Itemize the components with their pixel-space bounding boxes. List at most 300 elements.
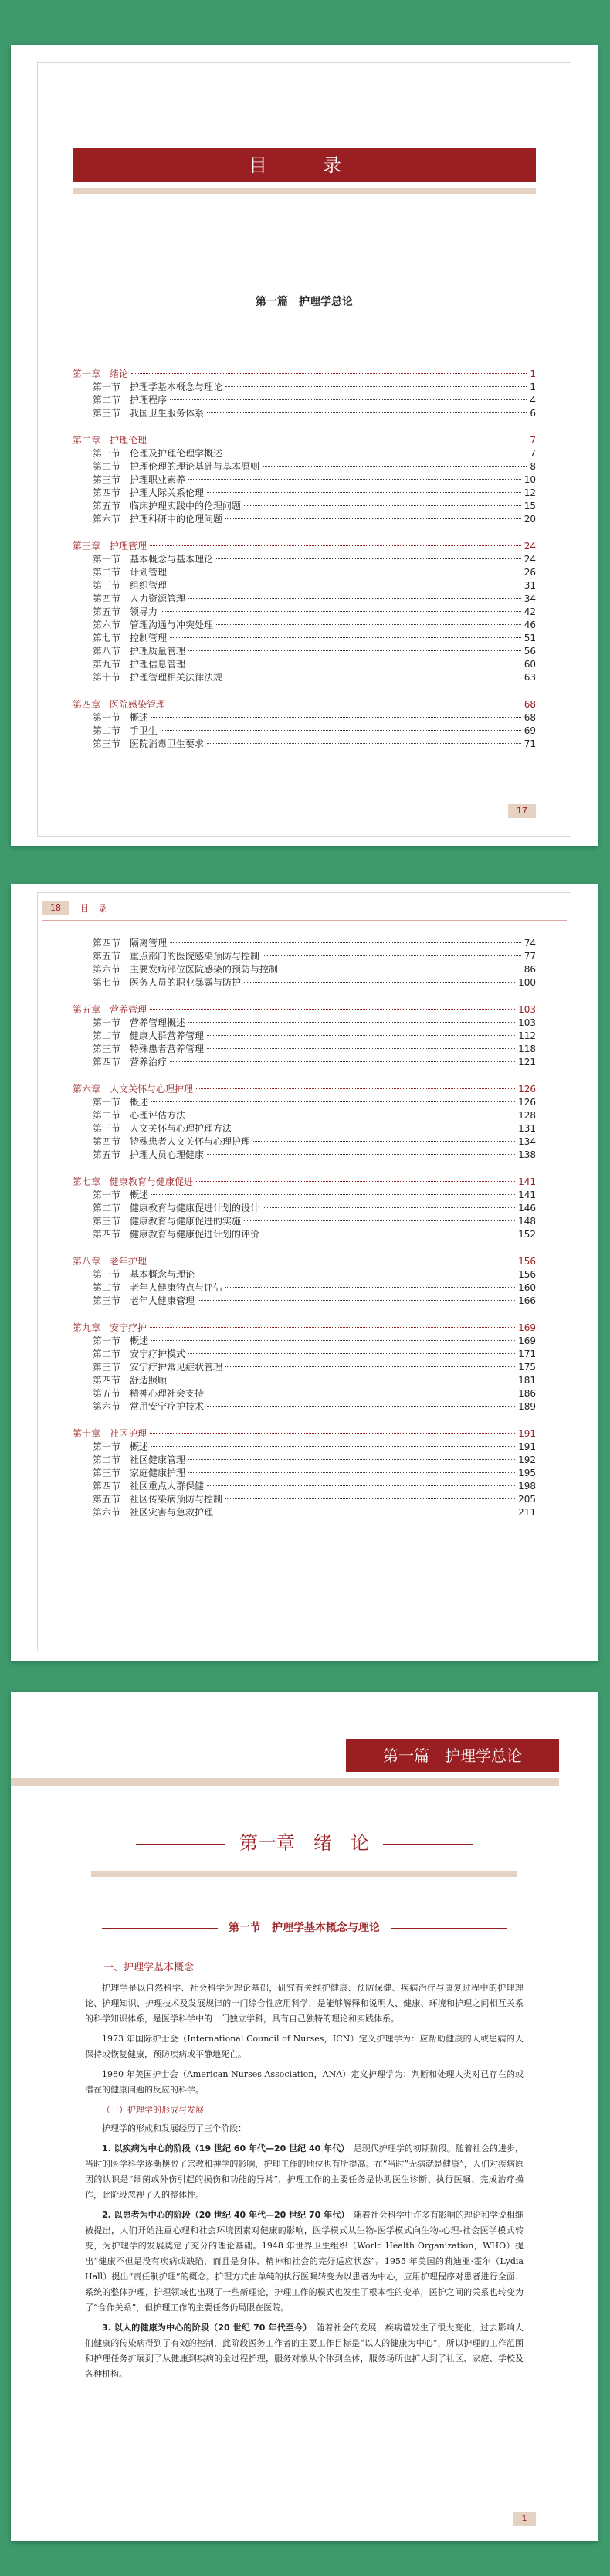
toc-number: 第四节 bbox=[93, 938, 121, 949]
leader-dots bbox=[263, 466, 527, 467]
toc-page: 68 bbox=[524, 699, 536, 710]
toc-section-row[interactable] bbox=[73, 473, 536, 487]
toc-chapter-row[interactable] bbox=[73, 540, 536, 553]
toc-title: 营养管理概述 bbox=[130, 1017, 186, 1028]
toc-page: 186 bbox=[518, 1388, 536, 1399]
toc-page: 191 bbox=[518, 1441, 536, 1452]
toc-title: 精神心理社会支持 bbox=[130, 1388, 205, 1399]
toc-section-row[interactable] bbox=[73, 658, 536, 671]
toc-title: 人文关怀与心理护理 bbox=[110, 1084, 194, 1095]
toc-section-row[interactable] bbox=[73, 1335, 536, 1348]
toc-title: 老年人健康管理 bbox=[130, 1295, 195, 1306]
toc-number: 第二节 bbox=[93, 567, 121, 578]
toc-chapter-group bbox=[73, 937, 536, 989]
toc-section-row[interactable] bbox=[73, 1361, 536, 1374]
paragraph bbox=[85, 2208, 524, 2316]
toc-title: 护理伦理的理论基础与基本原则 bbox=[130, 461, 260, 472]
toc-section-row[interactable] bbox=[73, 671, 536, 684]
stage-heading: 2. 以患者为中心的阶段（20 世纪 40 年代—20 世纪 70 年代） bbox=[102, 2210, 345, 2220]
toc-section-row[interactable] bbox=[73, 1135, 536, 1149]
toc-section-row[interactable] bbox=[73, 725, 536, 738]
toc-section-row[interactable] bbox=[73, 447, 536, 460]
toc-number: 第三章 bbox=[73, 541, 101, 552]
toc-section-row[interactable] bbox=[73, 606, 536, 619]
leader-dots bbox=[188, 479, 521, 480]
toc-page: 6 bbox=[530, 408, 536, 419]
toc-title: 人力资源管理 bbox=[130, 593, 186, 604]
toc-section-row[interactable] bbox=[73, 460, 536, 473]
toc-title: 人文关怀与心理护理方法 bbox=[130, 1123, 232, 1134]
toc-number: 第二章 bbox=[73, 435, 101, 446]
toc-chapter-group bbox=[73, 1255, 536, 1308]
toc-section-row[interactable] bbox=[73, 1268, 536, 1281]
leader-dots bbox=[151, 1446, 515, 1447]
toc-section-row[interactable] bbox=[73, 1374, 536, 1387]
toc-section-row[interactable] bbox=[73, 1202, 536, 1215]
title-rule-left bbox=[136, 1844, 225, 1845]
toc-chapter-group bbox=[73, 434, 536, 526]
toc-number: 第四节 bbox=[93, 1229, 121, 1240]
toc-title: 护理质量管理 bbox=[130, 646, 186, 657]
toc-section-row[interactable] bbox=[73, 1149, 536, 1162]
toc-chapter-row[interactable] bbox=[73, 1176, 536, 1189]
toc-title: 概述 bbox=[130, 1336, 149, 1346]
toc-section-row[interactable] bbox=[73, 1228, 536, 1241]
toc-title: 舒适照顾 bbox=[130, 1375, 168, 1386]
toc-chapter-row[interactable] bbox=[73, 1427, 536, 1441]
toc-section-row[interactable] bbox=[73, 381, 536, 394]
leader-dots bbox=[150, 1433, 515, 1434]
toc-page: 56 bbox=[524, 646, 536, 657]
leader-dots bbox=[150, 1009, 515, 1010]
toc-page: 169 bbox=[518, 1336, 536, 1346]
leader-dots bbox=[225, 1287, 515, 1288]
toc-heading: 目 录 bbox=[73, 148, 536, 182]
toc-title: 特殊患者人文关怀与心理护理 bbox=[130, 1136, 251, 1147]
leader-dots bbox=[188, 650, 521, 651]
section-rule-right bbox=[391, 1928, 507, 1929]
toc-page: 118 bbox=[518, 1044, 536, 1054]
toc-chapter-row[interactable] bbox=[73, 1003, 536, 1016]
toc-section-row[interactable] bbox=[73, 1454, 536, 1467]
toc-number: 第二节 bbox=[93, 1110, 121, 1121]
toc-title: 领导力 bbox=[130, 606, 158, 617]
toc-page: 103 bbox=[518, 1004, 536, 1015]
page-number: 1 bbox=[513, 2512, 536, 2526]
toc-page: 192 bbox=[518, 1454, 536, 1465]
leader-dots bbox=[253, 1141, 515, 1142]
part-underbar bbox=[11, 1778, 559, 1786]
toc-section-row[interactable] bbox=[73, 500, 536, 513]
toc-chapter-group bbox=[73, 698, 536, 751]
toc-section-row[interactable] bbox=[73, 1109, 536, 1122]
toc-number: 第二节 bbox=[93, 395, 121, 406]
toc-title: 健康教育与健康促进计划的设计 bbox=[130, 1203, 260, 1213]
toc-section-row[interactable] bbox=[73, 632, 536, 645]
toc-section-row[interactable] bbox=[73, 950, 536, 963]
toc-number: 第五节 bbox=[93, 501, 121, 511]
toc-page: 175 bbox=[518, 1362, 536, 1373]
toc-section-row[interactable] bbox=[73, 963, 536, 976]
toc-title: 护理伦理 bbox=[110, 435, 147, 446]
toc-section-row[interactable] bbox=[73, 1441, 536, 1454]
leader-dots bbox=[244, 1220, 515, 1221]
toc-section-row[interactable] bbox=[73, 592, 536, 606]
leader-dots bbox=[225, 1498, 515, 1499]
toc-number: 第四节 bbox=[93, 1136, 121, 1147]
toc-number: 第三节 bbox=[93, 408, 121, 419]
toc-section-row[interactable] bbox=[73, 619, 536, 632]
toc-title: 护理人员心理健康 bbox=[130, 1149, 205, 1160]
chapter-title-text: 第一章 绪 论 bbox=[239, 1832, 369, 1854]
toc-section-row[interactable] bbox=[73, 1493, 536, 1506]
subheading: 一、护理学基本概念 bbox=[103, 1962, 195, 1974]
toc-chapter-group bbox=[73, 1322, 536, 1414]
toc-page: 68 bbox=[524, 712, 536, 723]
toc-title: 安宁疗护模式 bbox=[130, 1349, 186, 1359]
toc-title: 概述 bbox=[130, 1190, 149, 1200]
toc-title: 重点部门的医院感染预防与控制 bbox=[130, 951, 260, 962]
toc-page: 131 bbox=[518, 1123, 536, 1134]
toc-title: 基本概念与基本理论 bbox=[130, 554, 214, 565]
toc-number: 第一节 bbox=[93, 382, 121, 392]
toc-section-row[interactable] bbox=[73, 1348, 536, 1361]
toc-section-row[interactable] bbox=[73, 1295, 536, 1308]
toc-section-row[interactable] bbox=[73, 1122, 536, 1135]
toc-number: 第二节 bbox=[93, 1282, 121, 1293]
toc-title: 控制管理 bbox=[130, 633, 168, 643]
toc-number: 第六节 bbox=[93, 1401, 121, 1412]
toc-title: 主要发病部位医院感染的预防与控制 bbox=[130, 964, 279, 975]
toc-number: 第七章 bbox=[73, 1176, 101, 1187]
chapter-title bbox=[11, 1828, 598, 1855]
toc-number: 第五节 bbox=[93, 1494, 121, 1505]
leader-dots bbox=[188, 1353, 515, 1354]
toc-page-2 bbox=[11, 884, 598, 1661]
toc-section-row[interactable] bbox=[73, 487, 536, 500]
leader-dots bbox=[151, 1194, 515, 1195]
toc-title: 我国卫生服务体系 bbox=[130, 408, 205, 419]
paragraph: 护理学的形成和发展经历了三个阶段： bbox=[102, 2123, 246, 2133]
toc-section-row[interactable] bbox=[73, 407, 536, 420]
stage-text: 是现代护理学的初期阶段。随着社会的进步，当时的医学科学逐渐摆脱了宗教和神学的影响，护理工作的地位也有所提高。在“当时”无病就是健康”，人们对疾病原因的认识是“细菌或外伤引起的损伤和功能的异常”，护理工作的主要任务是协助医生诊断、执行医嘱、完成治疗操作，此阶段忽视了人的整体性。 bbox=[85, 2143, 524, 2200]
toc-number: 第四节 bbox=[93, 487, 121, 498]
toc-title: 计划管理 bbox=[130, 567, 168, 578]
toc-section-row[interactable] bbox=[73, 645, 536, 658]
toc-section-row[interactable] bbox=[73, 1189, 536, 1202]
leader-dots bbox=[207, 1035, 515, 1036]
toc-title: 管理沟通与冲突处理 bbox=[130, 619, 214, 630]
page-number: 17 bbox=[508, 804, 536, 818]
toc-page: 24 bbox=[524, 554, 536, 565]
toc-number: 第一节 bbox=[93, 1017, 121, 1028]
toc-section-row[interactable] bbox=[73, 711, 536, 725]
toc-title: 社区护理 bbox=[110, 1428, 147, 1439]
toc-page: 171 bbox=[518, 1349, 536, 1359]
leader-dots bbox=[263, 955, 521, 956]
toc-number: 第十章 bbox=[73, 1428, 101, 1439]
toc-number: 第四节 bbox=[93, 1481, 121, 1492]
toc-section-row[interactable] bbox=[73, 579, 536, 592]
title-rule-right bbox=[383, 1844, 473, 1845]
toc-number: 第四章 bbox=[73, 699, 101, 710]
toc-section-row[interactable] bbox=[73, 1467, 536, 1480]
section-rule-left bbox=[102, 1928, 218, 1929]
toc-title: 医务人员的职业暴露与防护 bbox=[130, 977, 242, 988]
leader-dots bbox=[196, 1088, 515, 1089]
toc-page: 63 bbox=[524, 672, 536, 683]
toc-page: 46 bbox=[524, 619, 536, 630]
toc-number: 第二节 bbox=[93, 1454, 121, 1465]
paragraph bbox=[85, 2141, 524, 2203]
toc-number: 第四节 bbox=[93, 593, 121, 604]
toc-title: 组织管理 bbox=[130, 580, 168, 591]
toc-section-row[interactable] bbox=[73, 1215, 536, 1228]
toc-chapter-row[interactable] bbox=[73, 368, 536, 381]
toc-title: 概述 bbox=[130, 1097, 149, 1108]
toc-number: 第二节 bbox=[93, 1349, 121, 1359]
toc-page: 138 bbox=[518, 1149, 536, 1160]
toc-number: 第二节 bbox=[93, 725, 121, 736]
toc-section-row[interactable] bbox=[73, 1400, 536, 1414]
running-head-rule bbox=[42, 920, 567, 921]
leader-dots bbox=[216, 624, 521, 625]
leader-dots bbox=[170, 637, 521, 638]
leader-dots bbox=[198, 1300, 515, 1301]
stage-heading: 1. 以疾病为中心的阶段（19 世纪 60 年代—20 世纪 40 年代） bbox=[102, 2143, 345, 2153]
toc-number: 第一节 bbox=[93, 1269, 121, 1280]
toc-page: 191 bbox=[518, 1428, 536, 1439]
toc-number: 第三节 bbox=[93, 580, 121, 591]
leader-dots bbox=[170, 399, 527, 400]
toc-section-row[interactable] bbox=[73, 553, 536, 566]
toc-number: 第七节 bbox=[93, 977, 121, 988]
stage-text: 随着社会科学中许多有影响的理论和学说相继被提出，人们开始注重心理和社会环境因素对健康的影响，医学模式从生物-医学模式向生物-心理-社会医学模式转变，为护理学的发展奠定了充分的理论基础。1948 年世界卫生组织（World Health Organization，WHO）提出“健康不但是没有疾病或缺陷，而且是身体、精神和社会的完好适应状态”。1955 年美国的莉迪亚·霍尔（Lydia Hall）提出“责任制护理”的概念。护理方式由单纯的执行医嘱转变为以患者为中心，应用护理程序对患者进行全面、系统的整体护理，护理领域也出现了一些新理论，护理工作的模式也发生了根本性的变革，医护之间的关系也转变为了“合作关系”，但护理工作的主要任务仍局限在医院。 bbox=[85, 2210, 524, 2313]
toc-title: 护理管理 bbox=[110, 541, 147, 552]
toc-number: 第三节 bbox=[93, 474, 121, 485]
toc-chapter-group bbox=[73, 1003, 536, 1069]
toc-section-row[interactable] bbox=[73, 937, 536, 950]
toc-title: 常用安宁疗护技术 bbox=[130, 1401, 205, 1412]
toc-number: 第六节 bbox=[93, 514, 121, 524]
leader-dots bbox=[151, 1101, 515, 1102]
toc-number: 第三节 bbox=[93, 1468, 121, 1478]
toc-chapter-group bbox=[73, 1083, 536, 1162]
toc-number: 第九章 bbox=[73, 1322, 101, 1333]
toc-page: 51 bbox=[524, 633, 536, 643]
toc-chapter-row[interactable] bbox=[73, 1322, 536, 1335]
toc-title: 医院感染管理 bbox=[110, 699, 166, 710]
leader-dots bbox=[244, 505, 521, 506]
section-title bbox=[11, 1919, 598, 1935]
toc-section-row[interactable] bbox=[73, 1096, 536, 1109]
toc-title: 护理程序 bbox=[130, 395, 168, 406]
toc-number: 第一章 bbox=[73, 368, 101, 379]
toc-title: 心理评估方法 bbox=[130, 1110, 186, 1121]
toc-section-row[interactable] bbox=[73, 1056, 536, 1069]
toc-page-1 bbox=[11, 45, 598, 846]
toc-page: 121 bbox=[518, 1057, 536, 1067]
leader-dots bbox=[188, 1459, 515, 1460]
toc-number: 第二节 bbox=[93, 461, 121, 472]
toc-page: 86 bbox=[524, 964, 536, 975]
toc-title: 安宁疗护 bbox=[110, 1322, 147, 1333]
toc-number: 第一节 bbox=[93, 1441, 121, 1452]
toc-page: 128 bbox=[518, 1110, 536, 1121]
toc-section-row[interactable] bbox=[73, 1030, 536, 1043]
toc-number: 第三节 bbox=[93, 1044, 121, 1054]
leader-dots bbox=[188, 1472, 515, 1473]
toc-section-row[interactable] bbox=[73, 1506, 536, 1519]
leader-dots bbox=[196, 1181, 515, 1182]
paragraph bbox=[85, 2320, 524, 2382]
toc-chapter-row[interactable] bbox=[73, 434, 536, 447]
heading-underbar bbox=[73, 188, 536, 194]
leader-dots bbox=[263, 1207, 515, 1208]
section-title-text: 第一节 护理学基本概念与理论 bbox=[229, 1922, 380, 1934]
toc-page: 7 bbox=[530, 435, 536, 446]
toc-title: 健康教育与健康促进 bbox=[110, 1176, 194, 1187]
toc-title: 健康人群营养管理 bbox=[130, 1030, 205, 1041]
leader-dots bbox=[207, 1154, 515, 1155]
leader-dots bbox=[207, 743, 521, 744]
toc-number: 第五章 bbox=[73, 1004, 101, 1015]
toc-page: 189 bbox=[518, 1401, 536, 1412]
toc-title: 社区灾害与急救护理 bbox=[130, 1507, 214, 1518]
toc-title: 家庭健康护理 bbox=[130, 1468, 186, 1478]
toc-number: 第五节 bbox=[93, 951, 121, 962]
toc-page: 12 bbox=[524, 487, 536, 498]
toc-number: 第三节 bbox=[93, 1123, 121, 1134]
toc-number: 第二节 bbox=[93, 1203, 121, 1213]
toc-title: 护理学基本概念与理论 bbox=[130, 382, 223, 392]
toc-section-row[interactable] bbox=[73, 394, 536, 407]
toc-title: 健康教育与健康促进计划的评价 bbox=[130, 1229, 260, 1240]
toc-chapter-group bbox=[73, 368, 536, 420]
paragraph: 1980 年美国护士会（American Nurses Association，ANA）定义护理学为：判断和处理人类对已存在的或潜在的健康问题的反应的科学。 bbox=[85, 2069, 524, 2095]
toc-page: 141 bbox=[518, 1190, 536, 1200]
toc-page: 166 bbox=[518, 1295, 536, 1306]
toc-page: 152 bbox=[518, 1229, 536, 1240]
toc-section-row[interactable] bbox=[73, 738, 536, 751]
toc-page: 169 bbox=[518, 1322, 536, 1333]
toc-section-row[interactable] bbox=[73, 1387, 536, 1400]
toc-chapter-row[interactable] bbox=[73, 698, 536, 711]
leader-dots bbox=[151, 1340, 515, 1341]
leader-dots bbox=[225, 518, 521, 519]
toc-number: 第一节 bbox=[93, 1190, 121, 1200]
toc-page: 4 bbox=[530, 395, 536, 406]
toc-section-row[interactable] bbox=[73, 1016, 536, 1030]
toc-page: 1 bbox=[530, 382, 536, 392]
leader-dots bbox=[207, 492, 521, 493]
chapter-underbar bbox=[91, 1871, 517, 1877]
toc-list bbox=[73, 937, 536, 1533]
leader-dots bbox=[207, 412, 527, 413]
toc-chapter-group bbox=[73, 1176, 536, 1241]
toc-page: 141 bbox=[518, 1176, 536, 1187]
toc-chapter-row[interactable] bbox=[73, 1083, 536, 1096]
toc-number: 第八节 bbox=[93, 646, 121, 657]
toc-page: 15 bbox=[524, 501, 536, 511]
paragraph: 1973 年国际护士会（International Council of Nurses，ICN）定义护理学为：应帮助健康的人或患病的人保持或恢复健康，预防疾病或平静地死亡。 bbox=[85, 2034, 524, 2059]
toc-title: 安宁疗护常见症状管理 bbox=[130, 1362, 223, 1373]
page-number: 18 bbox=[42, 901, 69, 915]
toc-number: 第三节 bbox=[93, 738, 121, 749]
leader-dots bbox=[207, 1485, 515, 1486]
running-head bbox=[42, 901, 116, 915]
leader-dots bbox=[244, 982, 515, 983]
leader-dots bbox=[150, 1327, 515, 1328]
toc-number: 第九节 bbox=[93, 659, 121, 670]
toc-number: 第一节 bbox=[93, 712, 121, 723]
toc-title: 手卫生 bbox=[130, 725, 158, 736]
running-head-label: 目录 bbox=[80, 904, 116, 914]
toc-number: 第八章 bbox=[73, 1256, 101, 1267]
leader-dots bbox=[188, 598, 521, 599]
toc-page: 198 bbox=[518, 1481, 536, 1492]
toc-page: 10 bbox=[524, 474, 536, 485]
toc-section-row[interactable] bbox=[73, 1281, 536, 1295]
toc-page: 103 bbox=[518, 1017, 536, 1028]
toc-number: 第三节 bbox=[93, 1295, 121, 1306]
toc-title: 医院消毒卫生要求 bbox=[130, 738, 205, 749]
toc-title: 护理管理相关法律法规 bbox=[130, 672, 223, 683]
toc-number: 第二节 bbox=[93, 1030, 121, 1041]
subsection-heading: （一）护理学的形成与发展 bbox=[102, 2105, 204, 2115]
toc-page: 205 bbox=[518, 1494, 536, 1505]
toc-title: 健康教育与健康促进的实施 bbox=[130, 1216, 242, 1227]
toc-title: 老年护理 bbox=[110, 1256, 147, 1267]
toc-page: 7 bbox=[530, 448, 536, 459]
toc-page: 77 bbox=[524, 951, 536, 962]
toc-page: 156 bbox=[518, 1269, 536, 1280]
toc-chapter-row[interactable] bbox=[73, 1255, 536, 1268]
toc-number: 第一节 bbox=[93, 554, 121, 565]
toc-title: 老年人健康特点与评估 bbox=[130, 1282, 223, 1293]
toc-page: 20 bbox=[524, 514, 536, 524]
toc-number: 第六节 bbox=[93, 1507, 121, 1518]
toc-number: 第五节 bbox=[93, 606, 121, 617]
toc-page: 195 bbox=[518, 1468, 536, 1478]
toc-title: 营养管理 bbox=[110, 1004, 147, 1015]
leader-dots bbox=[188, 1022, 515, 1023]
toc-section-row[interactable] bbox=[73, 1480, 536, 1493]
toc-title: 社区健康管理 bbox=[130, 1454, 186, 1465]
toc-page: 134 bbox=[518, 1136, 536, 1147]
leader-dots bbox=[225, 1366, 515, 1367]
toc-page: 181 bbox=[518, 1375, 536, 1386]
toc-section-row[interactable] bbox=[73, 976, 536, 989]
toc-chapter-group bbox=[73, 1427, 536, 1519]
toc-page: 156 bbox=[518, 1256, 536, 1267]
leader-dots bbox=[161, 730, 521, 731]
toc-title: 隔离管理 bbox=[130, 938, 168, 949]
toc-list bbox=[73, 368, 536, 765]
leader-dots bbox=[161, 611, 521, 612]
toc-section-row[interactable] bbox=[73, 1043, 536, 1056]
chapter-page bbox=[11, 1692, 598, 2541]
body-text bbox=[85, 1980, 524, 2387]
toc-number: 第一节 bbox=[93, 1097, 121, 1108]
toc-number: 第五节 bbox=[93, 1388, 121, 1399]
toc-title: 社区传染病预防与控制 bbox=[130, 1494, 223, 1505]
toc-page: 69 bbox=[524, 725, 536, 736]
toc-section-row[interactable] bbox=[73, 513, 536, 526]
toc-title: 基本概念与理论 bbox=[130, 1269, 195, 1280]
stage-text: 随着社会的发展，疾病谱发生了很大变化，过去影响人们健康的传染病得到了有效的控制，此阶段医务工作者的主要工作目标是“以人的健康为中心”，所以护理的工作范围和护理任务扩展到了从健康到疾病的全过程护理，服务对象从个体到全体，服务场所也扩大到了社区、家庭、学校及各种机构。 bbox=[85, 2323, 524, 2379]
toc-section-row[interactable] bbox=[73, 566, 536, 579]
